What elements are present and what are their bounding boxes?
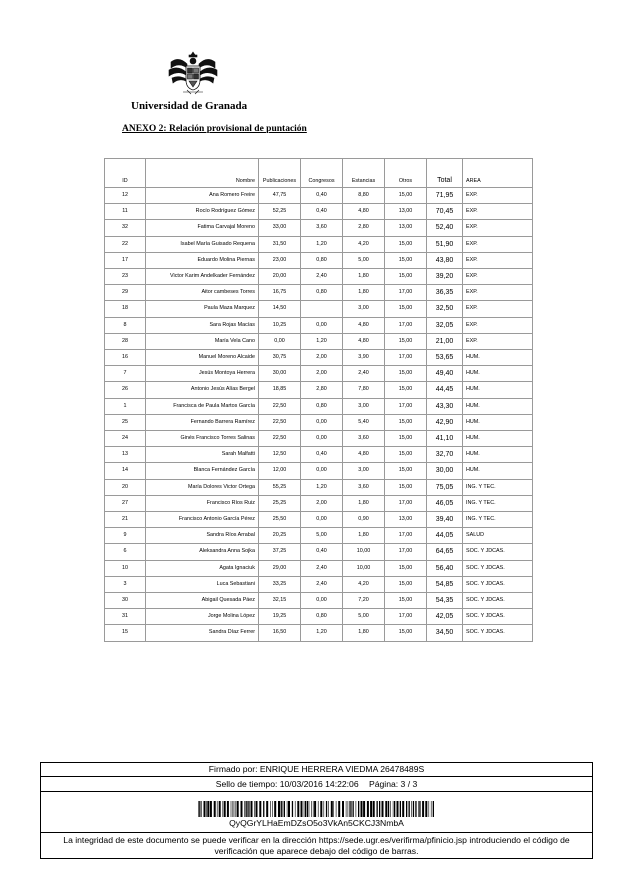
table-row: [105, 301, 533, 317]
cell-area: SOC. Y JDCAS.: [463, 560, 533, 576]
cell-publicaciones: 30,75: [259, 350, 301, 366]
cell-otros: 15,00: [385, 593, 427, 609]
cell-id: 28: [105, 333, 146, 349]
cell-publicaciones: 33,25: [259, 576, 301, 592]
col-header-estancias: Estancias: [343, 159, 385, 188]
cell-total: 52,40: [427, 220, 463, 236]
cell-name: María Vela Cano: [146, 333, 259, 349]
cell-congresos: 0,40: [301, 204, 343, 220]
cell-publicaciones: 37,25: [259, 544, 301, 560]
table-row: [105, 382, 533, 398]
cell-area: HUM.: [463, 350, 533, 366]
cell-name: Francisco Antonio García Pérez: [146, 512, 259, 528]
cell-otros: 15,00: [385, 252, 427, 268]
cell-total: 41,10: [427, 431, 463, 447]
cell-name: Sandra Díaz Ferrer: [146, 625, 259, 641]
cell-congresos: 0,80: [301, 285, 343, 301]
cell-publicaciones: 20,25: [259, 528, 301, 544]
table-row: [105, 512, 533, 528]
cell-total: 75,05: [427, 479, 463, 495]
page-number: Página: 3 / 3: [369, 779, 418, 789]
cell-otros: 17,00: [385, 609, 427, 625]
cell-name: Luca Sebastiani: [146, 576, 259, 592]
cell-congresos: 0,00: [301, 512, 343, 528]
cell-otros: 15,00: [385, 560, 427, 576]
cell-otros: 15,00: [385, 463, 427, 479]
cell-publicaciones: 29,00: [259, 560, 301, 576]
cell-estancias: 2,80: [343, 220, 385, 236]
table-row: [105, 528, 533, 544]
cell-total: 51,90: [427, 236, 463, 252]
cell-total: 53,65: [427, 350, 463, 366]
cell-id: 6: [105, 544, 146, 560]
cell-otros: 15,00: [385, 333, 427, 349]
cell-otros: 13,00: [385, 204, 427, 220]
cell-id: 3: [105, 576, 146, 592]
cell-otros: 17,00: [385, 528, 427, 544]
cell-congresos: 1,20: [301, 479, 343, 495]
table-row: [105, 269, 533, 285]
cell-congresos: 2,80: [301, 382, 343, 398]
col-header-total: Total: [427, 159, 463, 188]
cell-area: HUM.: [463, 398, 533, 414]
cell-id: 29: [105, 285, 146, 301]
cell-id: 25: [105, 414, 146, 430]
ugr-coat-of-arms-icon: [165, 48, 221, 98]
cell-id: 7: [105, 366, 146, 382]
cell-estancias: 5,40: [343, 414, 385, 430]
table-row: [105, 333, 533, 349]
cell-congresos: 0,00: [301, 317, 343, 333]
cell-id: 30: [105, 593, 146, 609]
cell-id: 27: [105, 495, 146, 511]
cell-otros: 15,00: [385, 366, 427, 382]
cell-area: SALUD: [463, 528, 533, 544]
cell-area: EXP.: [463, 285, 533, 301]
cell-name: Francisco Ríos Ruiz: [146, 495, 259, 511]
timestamp-row: [41, 777, 592, 792]
cell-otros: 15,00: [385, 625, 427, 641]
annex-title: ANEXO 2: Relación provisional de puntación: [122, 124, 307, 134]
cell-estancias: 5,00: [343, 252, 385, 268]
table-row: [105, 479, 533, 495]
cell-total: 70,45: [427, 204, 463, 220]
col-header-area: AREA: [463, 159, 533, 188]
cell-congresos: 0,40: [301, 544, 343, 560]
cell-id: 21: [105, 512, 146, 528]
cell-area: ING. Y TEC.: [463, 512, 533, 528]
cell-publicaciones: 32,15: [259, 593, 301, 609]
cell-publicaciones: 16,50: [259, 625, 301, 641]
cell-name: Sarah Malfatti: [146, 447, 259, 463]
cell-otros: 15,00: [385, 269, 427, 285]
cell-total: 39,20: [427, 269, 463, 285]
cell-otros: 13,00: [385, 512, 427, 528]
cell-id: 16: [105, 350, 146, 366]
cell-id: 17: [105, 252, 146, 268]
cell-area: EXP.: [463, 204, 533, 220]
table-row: [105, 576, 533, 592]
cell-publicaciones: 12,50: [259, 447, 301, 463]
barcode-row: [41, 792, 592, 833]
cell-total: 49,40: [427, 366, 463, 382]
cell-estancias: 3,00: [343, 463, 385, 479]
cell-estancias: 3,60: [343, 431, 385, 447]
cell-estancias: 5,00: [343, 609, 385, 625]
cell-otros: 17,00: [385, 544, 427, 560]
table-row: [105, 220, 533, 236]
cell-congresos: 2,40: [301, 560, 343, 576]
cell-total: 56,40: [427, 560, 463, 576]
cell-total: 44,45: [427, 382, 463, 398]
cell-estancias: 1,80: [343, 285, 385, 301]
cell-name: Fatima Carvajal Moreno: [146, 220, 259, 236]
cell-id: 26: [105, 382, 146, 398]
table-body: [105, 188, 533, 642]
table-row: [105, 317, 533, 333]
cell-name: Blanca Fernández García: [146, 463, 259, 479]
cell-otros: 17,00: [385, 398, 427, 414]
cell-publicaciones: 10,25: [259, 317, 301, 333]
cell-area: EXP.: [463, 333, 533, 349]
barcode-icon: [198, 801, 436, 817]
cell-id: 10: [105, 560, 146, 576]
cell-estancias: 4,80: [343, 204, 385, 220]
col-header-name: Nombre: [146, 159, 259, 188]
cell-publicaciones: 19,25: [259, 609, 301, 625]
cell-estancias: 10,00: [343, 544, 385, 560]
cell-otros: 15,00: [385, 382, 427, 398]
cell-name: Jesús Montoya Herrera: [146, 366, 259, 382]
cell-id: 32: [105, 220, 146, 236]
table-row: [105, 431, 533, 447]
cell-congresos: 1,20: [301, 625, 343, 641]
cell-name: Manuel Moreno Alcaide: [146, 350, 259, 366]
cell-otros: 15,00: [385, 414, 427, 430]
signed-by: Firmado por: ENRIQUE HERRERA VIEDMA 26478489S: [41, 763, 592, 777]
cell-congresos: 2,40: [301, 269, 343, 285]
cell-congresos: 0,80: [301, 398, 343, 414]
cell-total: 43,80: [427, 252, 463, 268]
table-row: [105, 285, 533, 301]
cell-area: ING. Y TEC.: [463, 479, 533, 495]
table-row: [105, 625, 533, 641]
cell-congresos: 2,00: [301, 366, 343, 382]
cell-area: SOC. Y JDCAS.: [463, 593, 533, 609]
cell-congresos: 0,00: [301, 431, 343, 447]
cell-total: 54,35: [427, 593, 463, 609]
cell-estancias: 4,80: [343, 333, 385, 349]
cell-area: EXP.: [463, 236, 533, 252]
cell-congresos: 2,00: [301, 495, 343, 511]
cell-publicaciones: 20,00: [259, 269, 301, 285]
cell-congresos: [301, 301, 343, 317]
cell-publicaciones: 22,50: [259, 431, 301, 447]
cell-total: 34,50: [427, 625, 463, 641]
cell-area: HUM.: [463, 463, 533, 479]
cell-congresos: 3,60: [301, 220, 343, 236]
cell-area: EXP.: [463, 301, 533, 317]
cell-estancias: 3,00: [343, 398, 385, 414]
cell-area: SOC. Y JDCAS.: [463, 544, 533, 560]
table-header-row: [105, 159, 533, 188]
cell-otros: 15,00: [385, 301, 427, 317]
cell-area: EXP.: [463, 317, 533, 333]
cell-name: Sandra Ríos Arrabal: [146, 528, 259, 544]
cell-estancias: 1,80: [343, 495, 385, 511]
cell-name: Aleksandra Anna Sojka: [146, 544, 259, 560]
col-header-id: ID: [105, 159, 146, 188]
cell-congresos: 0,80: [301, 252, 343, 268]
cell-id: 22: [105, 236, 146, 252]
cell-name: María Dolores Victor Ortega: [146, 479, 259, 495]
cell-estancias: 3,90: [343, 350, 385, 366]
cell-publicaciones: 16,75: [259, 285, 301, 301]
cell-estancias: 4,80: [343, 317, 385, 333]
cell-publicaciones: 18,85: [259, 382, 301, 398]
cell-estancias: 10,00: [343, 560, 385, 576]
cell-id: 13: [105, 447, 146, 463]
cell-total: 32,70: [427, 447, 463, 463]
cell-publicaciones: 55,25: [259, 479, 301, 495]
cell-estancias: 4,20: [343, 576, 385, 592]
cell-congresos: 0,00: [301, 414, 343, 430]
cell-estancias: 7,20: [343, 593, 385, 609]
cell-id: 18: [105, 301, 146, 317]
table-row: [105, 366, 533, 382]
cell-area: HUM.: [463, 447, 533, 463]
cell-id: 14: [105, 463, 146, 479]
cell-congresos: 0,80: [301, 609, 343, 625]
cell-congresos: 0,00: [301, 593, 343, 609]
cell-publicaciones: 22,50: [259, 414, 301, 430]
cell-estancias: 4,20: [343, 236, 385, 252]
table-row: [105, 495, 533, 511]
cell-estancias: 3,60: [343, 479, 385, 495]
cell-estancias: 1,80: [343, 625, 385, 641]
cell-id: 12: [105, 188, 146, 204]
cell-total: 46,05: [427, 495, 463, 511]
table-row: [105, 350, 533, 366]
cell-id: 9: [105, 528, 146, 544]
cell-otros: 15,00: [385, 576, 427, 592]
cell-publicaciones: 47,75: [259, 188, 301, 204]
cell-total: 54,85: [427, 576, 463, 592]
cell-id: 20: [105, 479, 146, 495]
cell-name: Abigail Quesada Páez: [146, 593, 259, 609]
cell-otros: 17,00: [385, 495, 427, 511]
cell-congresos: 0,00: [301, 463, 343, 479]
cell-total: 43,30: [427, 398, 463, 414]
cell-estancias: 2,40: [343, 366, 385, 382]
cell-area: EXP.: [463, 252, 533, 268]
university-name: Universidad de Granada: [131, 100, 248, 112]
table-row: [105, 188, 533, 204]
cell-congresos: 1,20: [301, 236, 343, 252]
cell-total: 39,40: [427, 512, 463, 528]
cell-publicaciones: 30,00: [259, 366, 301, 382]
cell-otros: 15,00: [385, 188, 427, 204]
cell-publicaciones: 12,00: [259, 463, 301, 479]
cell-total: 42,05: [427, 609, 463, 625]
cell-name: Francisca de Paula Martos García: [146, 398, 259, 414]
cell-estancias: 1,80: [343, 528, 385, 544]
col-header-congresos: Congresos: [301, 159, 343, 188]
table-row: [105, 544, 533, 560]
cell-id: 11: [105, 204, 146, 220]
table-row: [105, 593, 533, 609]
cell-otros: 13,00: [385, 220, 427, 236]
score-table: [104, 158, 533, 642]
cell-area: EXP.: [463, 188, 533, 204]
cell-otros: 15,00: [385, 447, 427, 463]
cell-publicaciones: 25,50: [259, 512, 301, 528]
cell-otros: 15,00: [385, 431, 427, 447]
cell-id: 23: [105, 269, 146, 285]
cell-congresos: 1,20: [301, 333, 343, 349]
cell-otros: 15,00: [385, 479, 427, 495]
cell-id: 15: [105, 625, 146, 641]
cell-total: 42,90: [427, 414, 463, 430]
table-row: [105, 609, 533, 625]
cell-total: 44,05: [427, 528, 463, 544]
cell-total: 30,00: [427, 463, 463, 479]
table-row: [105, 252, 533, 268]
cell-name: Rocío Rodríguez Gómez: [146, 204, 259, 220]
cell-area: SOC. Y JDCAS.: [463, 609, 533, 625]
verification-code: QyQGrYLHaEmDZsO5o3VkAn5CKCJ3NmbA: [229, 818, 404, 828]
col-header-publicaciones: Publicaciones: [259, 159, 301, 188]
col-header-otros: Otros: [385, 159, 427, 188]
cell-estancias: 0,90: [343, 512, 385, 528]
cell-estancias: 8,80: [343, 188, 385, 204]
cell-area: SOC. Y JDCAS.: [463, 625, 533, 641]
table-row: [105, 398, 533, 414]
cell-publicaciones: 31,50: [259, 236, 301, 252]
table-row: [105, 204, 533, 220]
cell-area: EXP.: [463, 269, 533, 285]
cell-publicaciones: 22,50: [259, 398, 301, 414]
cell-name: Paula Maza Marquez: [146, 301, 259, 317]
cell-estancias: 3,00: [343, 301, 385, 317]
cell-area: EXP.: [463, 220, 533, 236]
table-row: [105, 414, 533, 430]
cell-id: 24: [105, 431, 146, 447]
cell-name: Aitor cambeses Torres: [146, 285, 259, 301]
cell-total: 32,05: [427, 317, 463, 333]
cell-congresos: 5,00: [301, 528, 343, 544]
cell-total: 36,35: [427, 285, 463, 301]
cell-total: 21,00: [427, 333, 463, 349]
cell-area: ING. Y TEC.: [463, 495, 533, 511]
cell-otros: 17,00: [385, 317, 427, 333]
cell-id: 31: [105, 609, 146, 625]
cell-name: Victor Karim Andelkader Fernández: [146, 269, 259, 285]
cell-congresos: 2,00: [301, 350, 343, 366]
cell-id: 1: [105, 398, 146, 414]
cell-area: HUM.: [463, 431, 533, 447]
cell-publicaciones: 23,00: [259, 252, 301, 268]
cell-publicaciones: 25,25: [259, 495, 301, 511]
cell-publicaciones: 52,25: [259, 204, 301, 220]
cell-name: Ana Romero Freire: [146, 188, 259, 204]
cell-area: HUM.: [463, 414, 533, 430]
cell-publicaciones: 33,00: [259, 220, 301, 236]
cell-congresos: 0,40: [301, 447, 343, 463]
table-row: [105, 447, 533, 463]
cell-estancias: 1,80: [343, 269, 385, 285]
cell-area: HUM.: [463, 366, 533, 382]
signature-box: [40, 762, 593, 859]
cell-publicaciones: 14,50: [259, 301, 301, 317]
cell-name: Isabel María Guisado Requena: [146, 236, 259, 252]
cell-congresos: 0,40: [301, 188, 343, 204]
cell-estancias: 7,80: [343, 382, 385, 398]
cell-congresos: 2,40: [301, 576, 343, 592]
cell-name: Jorge Molina López: [146, 609, 259, 625]
cell-name: Eduardo Molina Piernas: [146, 252, 259, 268]
cell-total: 64,65: [427, 544, 463, 560]
cell-id: 8: [105, 317, 146, 333]
cell-name: Ginés Francisco Torres Salinas: [146, 431, 259, 447]
cell-area: HUM.: [463, 382, 533, 398]
cell-publicaciones: 0,00: [259, 333, 301, 349]
cell-otros: 15,00: [385, 236, 427, 252]
timestamp: Sello de tiempo: 10/03/2016 14:22:06: [215, 779, 359, 789]
table-row: [105, 463, 533, 479]
integrity-note: La integridad de este documento se puede verificar en la dirección https://sede.ugr.es/verifirma/pfinicio.jsp introduciendo el código de verificación que aparece debajo del código de barras.: [63, 835, 570, 856]
cell-name: Fernando Barrera Ramírez: [146, 414, 259, 430]
cell-estancias: 4,80: [343, 447, 385, 463]
cell-otros: 17,00: [385, 285, 427, 301]
table-row: [105, 560, 533, 576]
cell-area: SOC. Y JDCAS.: [463, 576, 533, 592]
cell-name: Sara Rojas Macías: [146, 317, 259, 333]
cell-name: Antonio Jesús Alías Bergel: [146, 382, 259, 398]
cell-name: Agata Ignaciuk: [146, 560, 259, 576]
table-row: [105, 236, 533, 252]
cell-total: 32,50: [427, 301, 463, 317]
cell-otros: 17,00: [385, 350, 427, 366]
cell-total: 71,95: [427, 188, 463, 204]
